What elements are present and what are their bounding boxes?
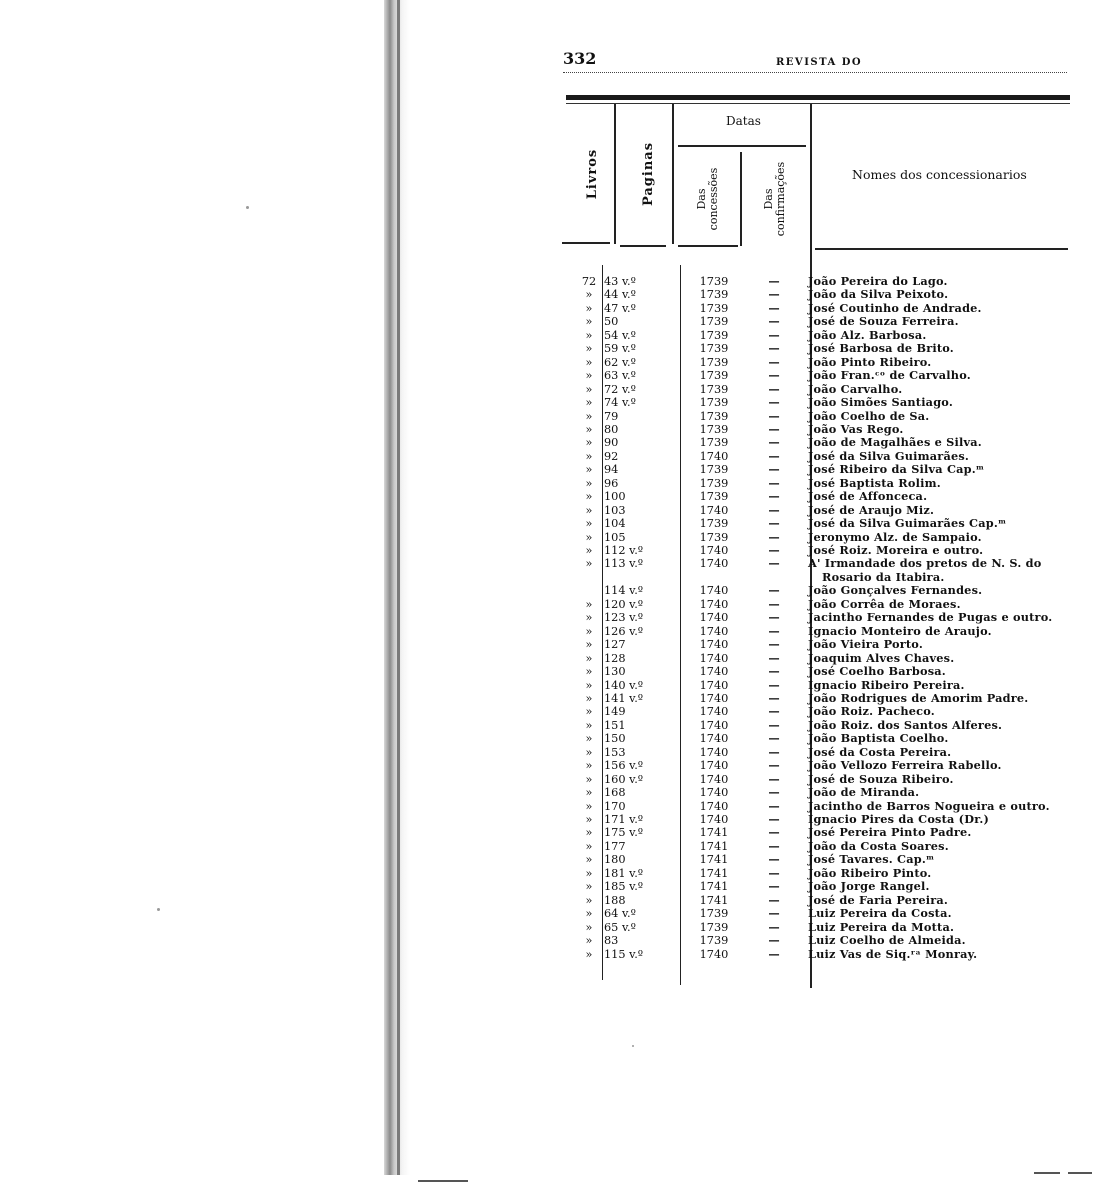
nome-cell: João Ribeiro Pinto. xyxy=(808,865,932,880)
data-concessao-cell: 1739 xyxy=(699,422,729,436)
data-concessao-cell: 1740 xyxy=(699,718,729,732)
nome-cell: João de Magalhães e Silva. xyxy=(808,435,982,450)
confirmacao-cell: — xyxy=(768,435,780,450)
livro-cell: » xyxy=(585,799,593,813)
pagina-cell: 64 v.º xyxy=(604,907,636,921)
pagina-cell: 94 xyxy=(604,463,619,477)
data-concessao-cell: 1741 xyxy=(699,839,729,853)
livro-cell: » xyxy=(585,355,593,369)
livro-cell: » xyxy=(585,624,593,638)
col-divider xyxy=(672,104,674,244)
confirmacao-cell: — xyxy=(768,879,780,894)
nome-cell: Luiz Pereira da Costa. xyxy=(808,906,952,921)
nome-cell: José Barbosa de Brito. xyxy=(808,341,954,356)
nome-cell: José Baptista Rolim. xyxy=(808,475,941,490)
bottom-rule xyxy=(1034,1172,1060,1174)
table-top-thin-rule xyxy=(566,103,1070,104)
livro-cell: » xyxy=(585,409,593,423)
confirmacao-cell: — xyxy=(768,543,780,557)
header-bottom-rule xyxy=(620,245,666,247)
nome-cell: A' Irmandade dos pretos de N. S. do xyxy=(808,556,1042,571)
data-concessao-cell: 1740 xyxy=(699,624,729,638)
livro-cell: » xyxy=(585,301,593,315)
pagina-cell: 43 v.º xyxy=(604,275,636,288)
confirmacao-cell: — xyxy=(768,489,780,504)
data-concessao-cell: 1741 xyxy=(699,826,729,840)
pagina-cell: 74 v.º xyxy=(604,396,636,410)
pagina-cell: 104 xyxy=(604,517,626,531)
nome-cell: Luiz Vas de Siq.ʳᵃ Monray. xyxy=(808,946,978,961)
nome-cell: José da Costa Pereira. xyxy=(808,744,952,759)
data-concessao-cell: 1740 xyxy=(699,503,729,517)
pagina-cell: 100 xyxy=(604,490,626,504)
nome-cell: João Vas Rego. xyxy=(808,421,904,436)
livro-cell: » xyxy=(585,826,593,840)
livro-cell: » xyxy=(585,638,593,652)
livro-cell: » xyxy=(585,839,593,853)
data-concessao-cell: 1741 xyxy=(699,880,729,894)
confirmacao-cell: — xyxy=(768,610,780,625)
nome-cell: João de Miranda. xyxy=(808,785,920,800)
nome-cell: José da Silva Guimarães. xyxy=(808,448,970,463)
pagina-cell: 171 v.º xyxy=(604,813,644,826)
pagina-cell: 47 v.º xyxy=(604,301,636,315)
data-concessao-cell: 1739 xyxy=(699,342,729,356)
confirmacao-cell: — xyxy=(768,771,780,786)
bottom-rule xyxy=(418,1180,468,1182)
nome-cell: Jacintho de Barros Nogueira e outro. xyxy=(808,798,1050,813)
livro-cell: » xyxy=(585,503,593,517)
data-concessao-cell: 1740 xyxy=(699,745,729,759)
pagina-cell: 79 xyxy=(604,409,619,423)
data-concessao-cell: 1740 xyxy=(699,947,729,961)
pagina-cell: 170 xyxy=(604,799,626,813)
pagina-cell: 127 xyxy=(604,638,626,652)
livro-cell: » xyxy=(585,732,593,746)
confirmacao-cell: — xyxy=(768,852,780,867)
confirmacao-cell: — xyxy=(768,314,780,329)
pagina-cell: 128 xyxy=(604,651,626,665)
confirmacao-cell: — xyxy=(768,677,780,692)
pagina-cell: 123 v.º xyxy=(604,611,644,625)
confirmacao-cell: — xyxy=(768,529,780,544)
data-concessao-cell: 1740 xyxy=(699,584,729,598)
pagina-cell: 83 xyxy=(604,934,619,948)
nome-cell: José Coutinho de Andrade. xyxy=(808,300,982,315)
pagina-cell: 156 v.º xyxy=(604,759,644,773)
confirmacao-cell: — xyxy=(768,300,780,315)
livro-cell: » xyxy=(585,611,593,625)
nome-cell: José de Souza Ferreira. xyxy=(808,314,959,329)
data-concessao-cell: 1739 xyxy=(699,328,729,342)
data-concessao-cell: 1739 xyxy=(699,476,729,490)
scan-speck xyxy=(632,1045,634,1047)
confirmacao-cell: — xyxy=(768,825,780,840)
livro-cell: » xyxy=(585,544,593,557)
nome-cell: João Baptista Coelho. xyxy=(808,731,949,746)
nome-cell: João Gonçalves Fernandes. xyxy=(808,583,983,598)
data-concessao-cell: 1740 xyxy=(699,813,729,826)
header-bottom-rule xyxy=(562,242,610,244)
pagina-cell: 50 xyxy=(604,315,619,329)
pagina-cell: 113 v.º xyxy=(604,557,644,571)
scan-speck xyxy=(157,908,160,911)
pagina-cell: 72 v.º xyxy=(604,382,636,396)
data-concessao-cell: 1739 xyxy=(699,436,729,450)
livro-cell: » xyxy=(585,369,593,383)
pagina-cell: 114 v.º xyxy=(604,584,644,598)
data-concessao-cell: 1739 xyxy=(699,301,729,315)
data-concessao-cell: 1741 xyxy=(699,866,729,880)
confirmacao-cell: — xyxy=(768,637,780,652)
pagina-cell: 103 xyxy=(604,503,626,517)
data-concessao-cell: 1740 xyxy=(699,691,729,705)
nome-cell: José de Souza Ribeiro. xyxy=(808,771,954,786)
confirmacao-cell: — xyxy=(768,731,780,746)
nome-cell: José de Affonceca. xyxy=(808,489,928,504)
livro-cell: » xyxy=(585,328,593,342)
nome-cell: Jacintho Fernandes de Pugas e outro. xyxy=(808,610,1053,625)
pagina-cell: 141 v.º xyxy=(604,691,644,705)
livro-cell: » xyxy=(585,745,593,759)
confirmacao-cell: — xyxy=(768,327,780,342)
data-concessao-cell: 1739 xyxy=(699,530,729,544)
running-head: REVISTA DO xyxy=(776,57,863,68)
data-concessao-cell: 1739 xyxy=(699,369,729,383)
data-concessao-cell: 1739 xyxy=(699,907,729,921)
confirmacao-cell: — xyxy=(768,785,780,800)
nome-cell: João Rodrigues de Amorim Padre. xyxy=(808,690,1029,705)
nome-cell: Luiz Pereira da Motta. xyxy=(808,919,955,934)
confirmacao-cell: — xyxy=(768,556,780,571)
data-concessao-cell: 1739 xyxy=(699,934,729,948)
livro-cell: » xyxy=(585,490,593,504)
scan-speck xyxy=(246,206,249,209)
confirmacao-cell: — xyxy=(768,583,780,598)
livro-cell: » xyxy=(585,920,593,934)
pagina-cell: 150 xyxy=(604,732,626,746)
pagina-cell: 115 v.º xyxy=(604,947,644,961)
livro-cell: » xyxy=(585,651,593,665)
livro-cell: » xyxy=(585,382,593,396)
livro-cell: » xyxy=(585,463,593,477)
nome-cell: Ignacio Ribeiro Pereira. xyxy=(808,677,965,692)
confirmacao-cell: — xyxy=(768,408,780,423)
confirmacao-cell: — xyxy=(768,623,780,638)
data-concessao-cell: 1740 xyxy=(699,705,729,719)
pagina-cell: 92 xyxy=(604,449,619,463)
header-das-concessoes: Das concessões xyxy=(695,167,720,231)
confirmacao-cell: — xyxy=(768,838,780,853)
confirmacao-cell: — xyxy=(768,892,780,907)
pagina-cell: 177 xyxy=(604,839,626,853)
pagina-cell: 65 v.º xyxy=(604,920,636,934)
livro-cell: » xyxy=(585,678,593,692)
confirmacao-cell: — xyxy=(768,516,780,531)
nome-cell: João Coelho de Sa. xyxy=(808,408,930,423)
confirmacao-cell: — xyxy=(768,758,780,773)
confirmacao-cell: — xyxy=(768,744,780,759)
data-concessao-cell: 1739 xyxy=(699,382,729,396)
header-rule xyxy=(563,72,1067,73)
confirmacao-cell: — xyxy=(768,421,780,436)
data-concessao-cell: 1740 xyxy=(699,597,729,611)
table-top-heavy-rule xyxy=(566,95,1070,100)
nome-cell: José Tavares. Cap.ᵐ xyxy=(808,852,935,867)
confirmacao-cell: — xyxy=(768,650,780,665)
header-paginas: Paginas xyxy=(641,141,656,207)
pagina-cell: 62 v.º xyxy=(604,355,636,369)
confirmacao-cell: — xyxy=(768,704,780,719)
data-concessao-cell: 1739 xyxy=(699,288,729,302)
bottom-rule xyxy=(1068,1172,1092,1174)
col-divider xyxy=(614,104,616,244)
livro-cell: » xyxy=(585,315,593,329)
pagina-cell: 63 v.º xyxy=(604,369,636,383)
pagina-cell: 96 xyxy=(604,476,619,490)
page-number: 332 xyxy=(563,49,597,68)
confirmacao-cell: — xyxy=(768,664,780,679)
confirmacao-cell: — xyxy=(768,341,780,356)
nome-cell: José Pereira Pinto Padre. xyxy=(808,825,972,840)
data-concessao-cell: 1740 xyxy=(699,544,729,557)
nome-cell: João da Silva Peixoto. xyxy=(808,287,949,302)
data-concessao-cell: 1740 xyxy=(699,759,729,773)
data-concessao-cell: 1741 xyxy=(699,853,729,867)
nome-cell: José Ribeiro da Silva Cap.ᵐ xyxy=(808,462,985,477)
confirmacao-cell: — xyxy=(768,798,780,813)
livro-cell: » xyxy=(585,786,593,800)
livro-cell: » xyxy=(585,934,593,948)
confirmacao-cell: — xyxy=(768,596,780,611)
pagina-cell: 80 xyxy=(604,422,619,436)
livro-cell: » xyxy=(585,880,593,894)
livro-cell: » xyxy=(585,449,593,463)
data-concessao-cell: 1740 xyxy=(699,611,729,625)
nome-cell: João Carvalho. xyxy=(808,381,903,396)
nome-cell: José Coelho Barbosa. xyxy=(808,664,946,679)
data-concessao-cell: 1740 xyxy=(699,732,729,746)
nome-cell: João Fran.ᶜᵒ de Carvalho. xyxy=(808,368,971,383)
livro-cell: » xyxy=(585,907,593,921)
data-concessao-cell: 1739 xyxy=(699,355,729,369)
pagina-cell: 44 v.º xyxy=(604,288,636,302)
pagina-cell: 126 v.º xyxy=(604,624,644,638)
livro-cell: » xyxy=(585,476,593,490)
livro-cell: » xyxy=(585,866,593,880)
data-concessao-cell: 1739 xyxy=(699,517,729,531)
data-concessao-cell: 1740 xyxy=(699,799,729,813)
data-concessao-cell: 1739 xyxy=(699,463,729,477)
pagina-cell: 149 xyxy=(604,705,626,719)
data-concessao-cell: 1740 xyxy=(699,651,729,665)
nome-cell: João Vellozo Ferreira Rabello. xyxy=(808,758,1002,773)
confirmacao-cell: — xyxy=(768,354,780,369)
confirmacao-cell: — xyxy=(768,690,780,705)
confirmacao-cell: — xyxy=(768,933,780,948)
livro-cell: » xyxy=(585,436,593,450)
nome-cell: Jeronymo Alz. de Sampaio. xyxy=(808,529,982,544)
header-datas: Datas xyxy=(726,114,761,128)
pagina-cell: 175 v.º xyxy=(604,826,644,840)
nome-cell: João Simões Santiago. xyxy=(808,395,953,410)
pagina-cell: 153 xyxy=(604,745,626,759)
nome-cell: João Pereira do Lago. xyxy=(808,274,948,288)
confirmacao-cell: — xyxy=(768,502,780,517)
livro-cell: » xyxy=(585,557,593,571)
confirmacao-cell: — xyxy=(768,906,780,921)
nome-cell: João Corrêa de Moraes. xyxy=(808,596,961,611)
confirmacao-cell: — xyxy=(768,395,780,410)
confirmacao-cell: — xyxy=(768,368,780,383)
livro-cell: » xyxy=(585,517,593,531)
data-concessao-cell: 1739 xyxy=(699,920,729,934)
nome-cell: João Roiz. Pacheco. xyxy=(808,704,935,719)
book-gutter-line xyxy=(397,0,400,1175)
confirmacao-cell: — xyxy=(768,812,780,826)
pagina-cell: 151 xyxy=(604,718,626,732)
data-concessao-cell: 1739 xyxy=(699,396,729,410)
confirmacao-cell: — xyxy=(768,448,780,463)
data-concessao-cell: 1740 xyxy=(699,678,729,692)
pagina-cell: 105 xyxy=(604,530,626,544)
livro-cell: » xyxy=(585,530,593,544)
header-livros: Livros xyxy=(585,148,600,200)
nome-cell: João Pinto Ribeiro. xyxy=(808,354,932,369)
livro-cell: 72 xyxy=(581,275,597,288)
data-concessao-cell: 1739 xyxy=(699,409,729,423)
data-concessao-cell: 1740 xyxy=(699,638,729,652)
pagina-cell: 180 xyxy=(604,853,626,867)
pagina-cell: 181 v.º xyxy=(604,866,644,880)
data-concessao-cell: 1740 xyxy=(699,557,729,571)
nome-cell: João Vieira Porto. xyxy=(808,637,923,652)
data-concessao-cell: 1739 xyxy=(699,490,729,504)
livro-cell: » xyxy=(585,342,593,356)
header-nomes: Nomes dos concessionarios xyxy=(852,167,1027,182)
data-concessao-cell: 1741 xyxy=(699,893,729,907)
livro-cell: » xyxy=(585,893,593,907)
data-concessao-cell: 1739 xyxy=(699,275,729,288)
livro-cell: » xyxy=(585,813,593,826)
confirmacao-cell: — xyxy=(768,919,780,934)
livro-cell: » xyxy=(585,422,593,436)
confirmacao-cell: — xyxy=(768,946,780,961)
pagina-cell: 185 v.º xyxy=(604,880,644,894)
livro-cell: » xyxy=(585,665,593,679)
nome-cell: João Jorge Rangel. xyxy=(808,879,930,894)
livro-cell: » xyxy=(585,288,593,302)
confirmacao-cell: — xyxy=(768,274,780,288)
nome-cell: João da Costa Soares. xyxy=(808,838,949,853)
pagina-cell: 112 v.º xyxy=(604,544,644,557)
header-bottom-rule xyxy=(815,248,1068,250)
nome-cell: Ignacio Pires da Costa (Dr.) xyxy=(808,812,990,826)
nome-cell: José da Silva Guimarães Cap.ᵐ xyxy=(808,516,1007,531)
pagina-cell: 188 xyxy=(604,893,626,907)
pagina-cell: 120 v.º xyxy=(604,597,644,611)
nome-cell: João Roiz. dos Santos Alferes. xyxy=(808,717,1003,732)
livro-cell: » xyxy=(585,772,593,786)
nome-cell: José Roiz. Moreira e outro. xyxy=(808,543,984,557)
header-das-confirmacoes: Das confirmações xyxy=(762,161,787,237)
data-concessao-cell: 1740 xyxy=(699,786,729,800)
pagina-cell: 160 v.º xyxy=(604,772,644,786)
col-divider xyxy=(740,152,742,246)
pagina-cell: 59 v.º xyxy=(604,342,636,356)
confirmacao-cell: — xyxy=(768,475,780,490)
confirmacao-cell: — xyxy=(768,462,780,477)
data-concessao-cell: 1740 xyxy=(699,772,729,786)
pagina-cell: 90 xyxy=(604,436,619,450)
data-concessao-cell: 1739 xyxy=(699,315,729,329)
data-concessao-cell: 1740 xyxy=(699,449,729,463)
confirmacao-cell: — xyxy=(768,287,780,302)
confirmacao-cell: — xyxy=(768,717,780,732)
nome-cell: Ignacio Monteiro de Araujo. xyxy=(808,623,992,638)
nome-cell: Luiz Coelho de Almeida. xyxy=(808,933,966,948)
pagina-cell: 168 xyxy=(604,786,626,800)
confirmacao-cell: — xyxy=(768,381,780,396)
livro-cell: » xyxy=(585,853,593,867)
livro-cell: » xyxy=(585,597,593,611)
pagina-cell: 130 xyxy=(604,665,626,679)
nome-cell: Rosario da Itabira. xyxy=(822,569,945,584)
confirmacao-cell: — xyxy=(768,865,780,880)
nome-cell: Joaquim Alves Chaves. xyxy=(808,650,955,665)
livro-cell: » xyxy=(585,759,593,773)
livro-cell: » xyxy=(585,396,593,410)
livro-cell: » xyxy=(585,718,593,732)
data-concessao-cell: 1740 xyxy=(699,665,729,679)
nome-cell: José de Faria Pereira. xyxy=(808,892,949,907)
pagina-cell: 54 v.º xyxy=(604,328,636,342)
pagina-cell: 140 v.º xyxy=(604,678,644,692)
nome-cell: José de Araujo Miz. xyxy=(808,502,935,517)
nome-cell: João Alz. Barbosa. xyxy=(808,327,927,342)
livro-cell: » xyxy=(585,947,593,961)
livro-cell: » xyxy=(585,691,593,705)
col-divider xyxy=(680,265,681,985)
livro-cell: » xyxy=(585,705,593,719)
